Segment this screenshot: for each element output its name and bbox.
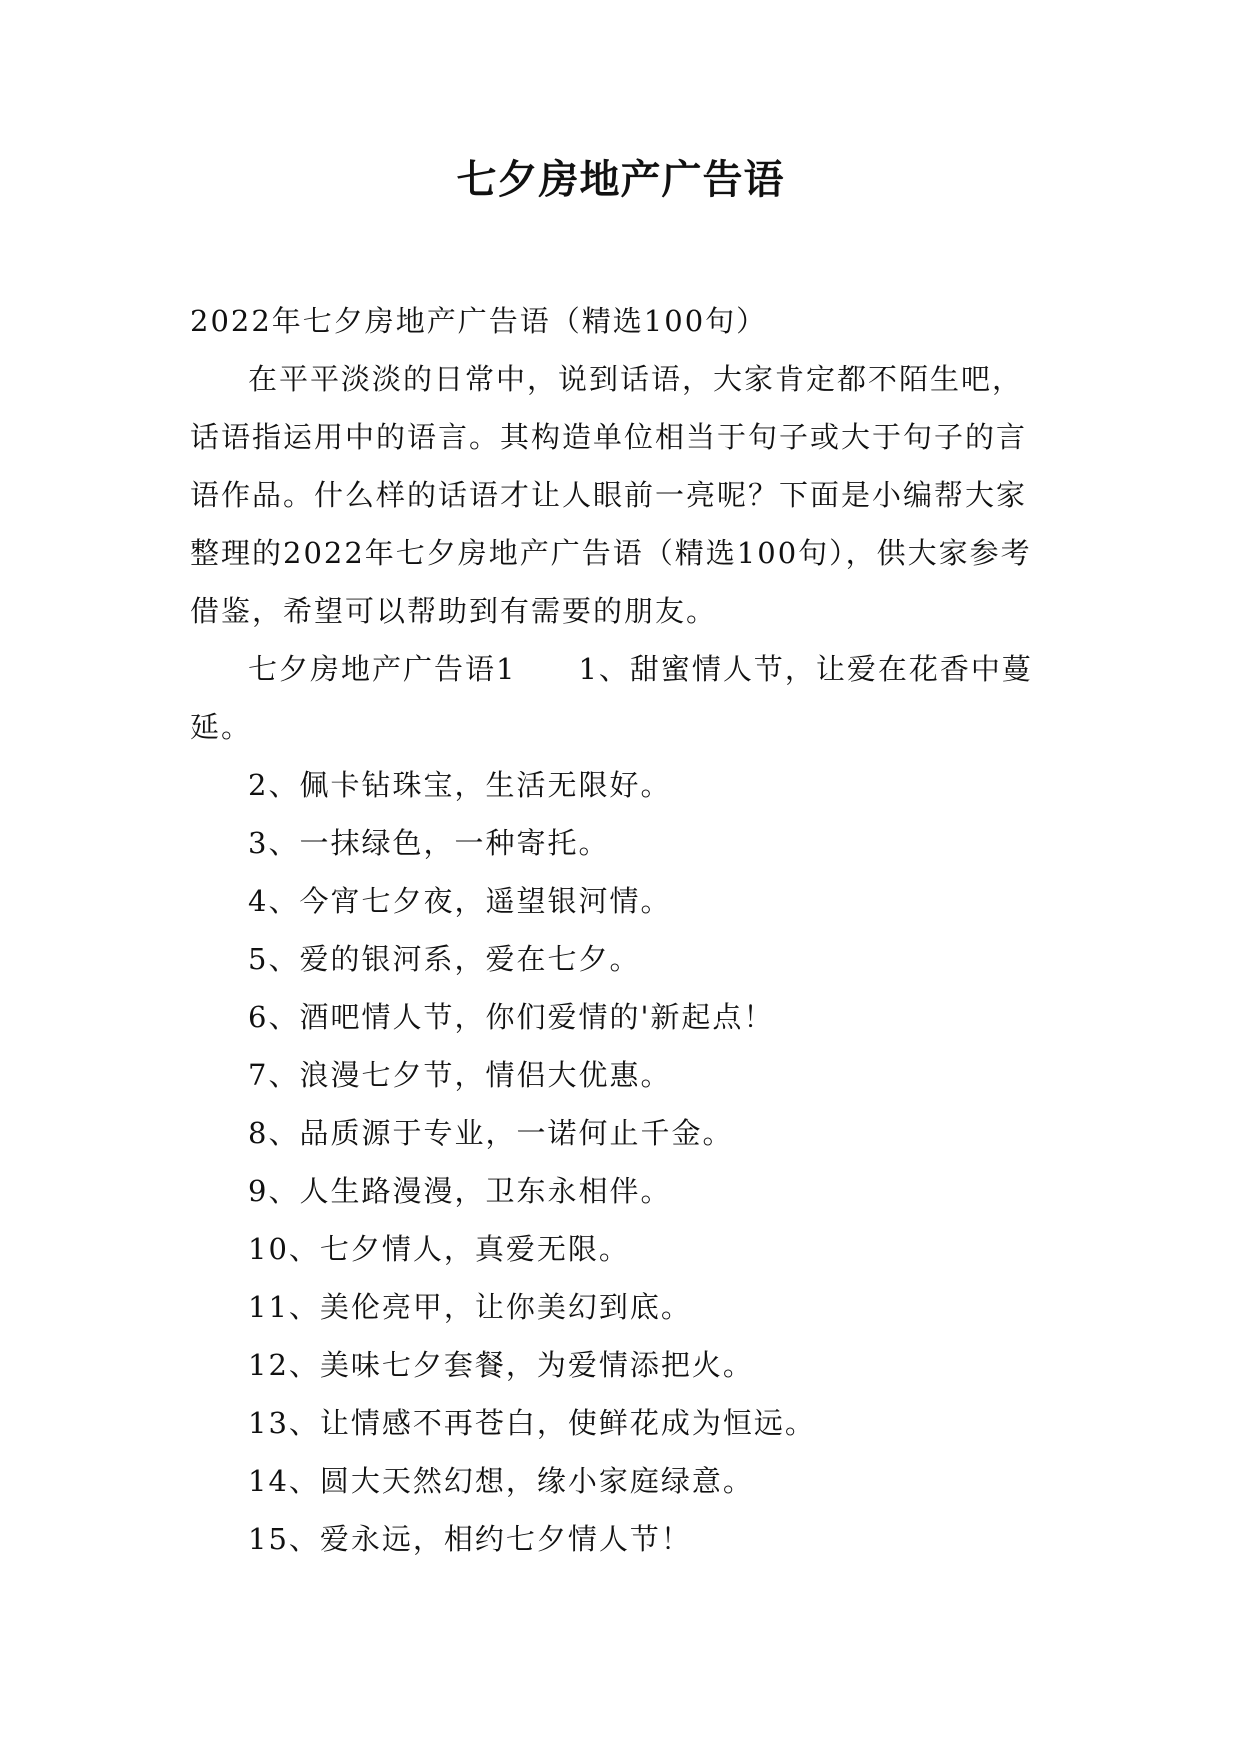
section-first-line: [190, 640, 1050, 756]
list-item: 3、一抹绿色，一种寄托。: [248, 826, 610, 860]
list-item: 5、爱的银河系，爱在七夕。: [248, 942, 641, 976]
list-item: 12、美味七夕套餐，为爱情添把火。: [248, 1348, 754, 1382]
list-item: 14、圆大天然幻想，缘小家庭绿意。: [248, 1464, 754, 1498]
list-item: 9、人生路漫漫，卫东永相伴。: [248, 1174, 672, 1208]
document-subtitle: 2022年七夕房地产广告语（精选100句）: [190, 304, 768, 338]
list-item: 7、浪漫七夕节，情侣大优惠。: [248, 1058, 672, 1092]
list-item: 4、今宵七夕夜，遥望银河情。: [248, 884, 672, 918]
list-item: 10、七夕情人，真爱无限。: [248, 1232, 630, 1266]
intro-paragraph: 在平平淡淡的日常中，说到话语，大家肯定都不陌生吧，话语指运用中的语言。其构造单位相当于句子或大于句子的言语作品。什么样的话语才让人眼前一亮呢？下面是小编帮大家整理的2022年七夕房地产广告语（精选100句），供大家参考借鉴，希望可以帮助到有需要的朋友。: [190, 362, 1032, 628]
document-title: 七夕房地产广告语: [456, 156, 785, 203]
list-item: 6、酒吧情人节，你们爱情的'新起点！: [248, 1000, 775, 1034]
list-item: 13、让情感不再苍白，使鲜花成为恒远。: [248, 1406, 816, 1440]
list-item: 11、美伦亮甲，让你美幻到底。: [248, 1290, 692, 1324]
section-heading: 七夕房地产广告语1: [248, 652, 517, 686]
list-item: 1、甜蜜情人节，让爱在花香中蔓延。: [190, 652, 1033, 744]
list-item: 8、品质源于专业，一诺何止千金。: [248, 1116, 734, 1150]
list-item: 2、佩卡钻珠宝，生活无限好。: [248, 768, 672, 802]
list-item: 15、爱永远，相约七夕情人节！: [248, 1522, 692, 1556]
document-body: [190, 292, 1050, 1568]
